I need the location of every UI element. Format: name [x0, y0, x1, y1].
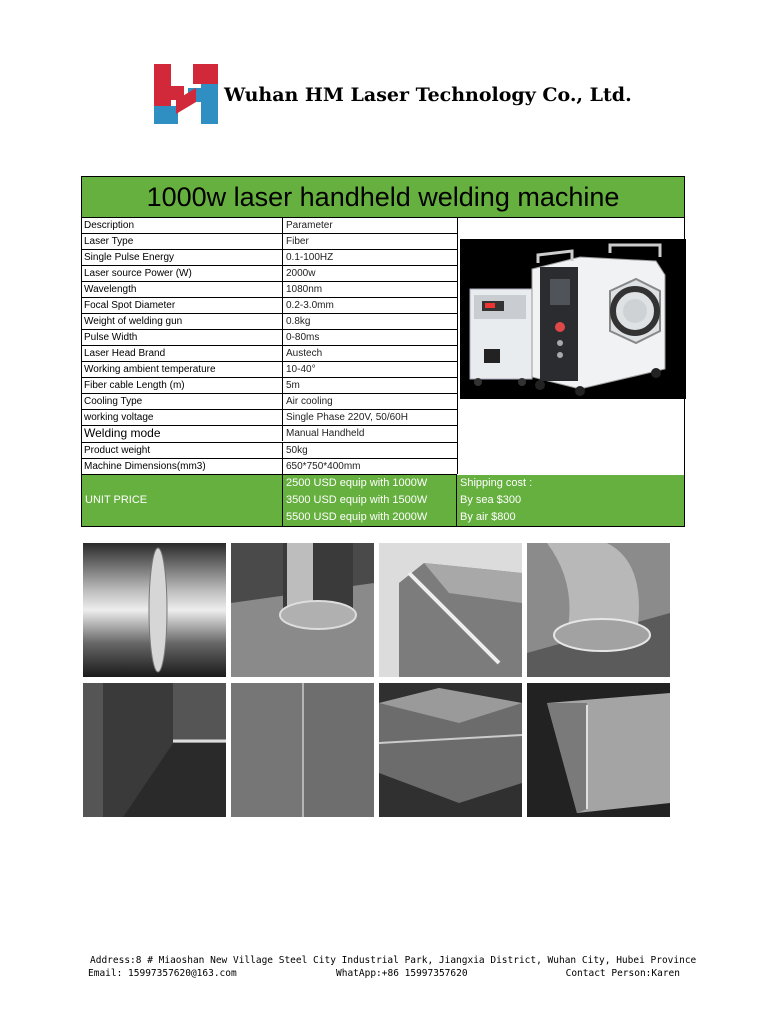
spec-value: 0.1-100HZ: [286, 252, 334, 263]
weld-sample-photo: [231, 683, 374, 817]
price-option: 3500 USD equip with 1500W: [286, 494, 428, 506]
spec-label: Laser source Power (W): [82, 266, 283, 281]
spec-value: 5m: [286, 380, 300, 391]
weld-sample-photo: [379, 683, 522, 817]
spec-row: [82, 362, 457, 378]
spec-row: [82, 218, 457, 234]
spec-label: Weight of welding gun: [82, 314, 283, 329]
shipping-title: Shipping cost :: [460, 477, 533, 489]
spec-value: Fiber: [286, 236, 309, 247]
spec-row: [82, 346, 457, 362]
spec-value: 0.2-3.0mm: [286, 300, 334, 311]
spec-label: Pulse Width: [82, 330, 283, 345]
price-option: 5500 USD equip with 2000W: [286, 511, 428, 523]
shipping-line: By sea $300: [460, 494, 522, 506]
price-options: [283, 475, 457, 526]
spec-label: Description: [82, 218, 283, 233]
spec-value: 1080nm: [286, 284, 323, 295]
company-logo: [154, 64, 218, 124]
spec-label: Product weight: [82, 443, 283, 458]
weld-sample-gallery: [83, 543, 667, 817]
spec-label: Laser Type: [82, 234, 283, 249]
spec-row: [82, 378, 457, 394]
weld-sample-photo: [83, 683, 226, 817]
spec-label: Wavelength: [82, 282, 283, 297]
spec-label: Single Pulse Energy: [82, 250, 283, 265]
spec-row: [82, 410, 457, 426]
weld-sample-photo: [379, 543, 522, 677]
spec-row: [82, 234, 457, 250]
spec-value: 0.8kg: [286, 316, 311, 327]
spec-row: [82, 459, 457, 475]
shipping-line: By air $800: [460, 511, 516, 523]
spec-label: working voltage: [82, 410, 283, 425]
spec-label: Fiber cable Length (m): [82, 378, 283, 393]
footer-contact: Contact Person:Karen: [565, 968, 680, 979]
price-row: [82, 475, 684, 526]
weld-sample-photo: [527, 543, 670, 677]
spec-label: Cooling Type: [82, 394, 283, 409]
spec-row: [82, 394, 457, 410]
footer-email[interactable]: Email: 15997357620@163.com: [88, 968, 237, 979]
shipping-cost: [457, 475, 684, 526]
spec-row: [82, 330, 457, 346]
spec-value: 10-40°: [286, 364, 316, 375]
weld-sample-photo: [231, 543, 374, 677]
footer: [86, 955, 697, 983]
spec-label: Laser Head Brand: [82, 346, 283, 361]
spec-row: [82, 314, 457, 330]
company-name: Wuhan HM Laser Technology Co., Ltd.: [224, 84, 632, 106]
spec-row: [82, 266, 457, 282]
spec-table: [81, 176, 685, 527]
spec-label: Working ambient temperature: [82, 362, 283, 377]
spec-value: 50kg: [286, 445, 308, 456]
spec-label: Focal Spot Diameter: [82, 298, 283, 313]
spec-row: [82, 282, 457, 298]
spec-value: 0-80ms: [286, 332, 320, 343]
machine-photo: [460, 239, 686, 399]
product-title: 1000w laser handheld welding machine: [82, 177, 684, 218]
spec-row: [82, 426, 457, 443]
spec-label: Welding mode: [82, 426, 283, 441]
spec-row: [82, 250, 457, 266]
spec-value: 650*750*400mm: [286, 461, 361, 472]
weld-sample-photo: [83, 543, 226, 677]
unit-price-label: UNIT PRICE: [82, 475, 283, 526]
spec-label: Machine Dimensions(mm3): [82, 459, 283, 474]
footer-whatsapp: WhatApp:+86 15997357620: [336, 968, 468, 979]
spec-value: Air cooling: [286, 396, 333, 407]
footer-address: Address:8 # Miaoshan New Village Steel City Industrial Park, Jiangxia District, Wuhan City, Hubei Province: [90, 955, 697, 966]
spec-row: [82, 443, 457, 459]
price-option: 2500 USD equip with 1000W: [286, 477, 428, 489]
spec-value: Single Phase 220V, 50/60H: [286, 412, 408, 423]
weld-sample-photo: [527, 683, 670, 817]
spec-row: [82, 298, 457, 314]
machine-photo-cell: [457, 218, 684, 474]
spec-value: 2000w: [286, 268, 316, 279]
spec-value: Austech: [286, 348, 323, 359]
spec-value: Parameter: [286, 220, 333, 231]
spec-value: Manual Handheld: [286, 428, 365, 439]
